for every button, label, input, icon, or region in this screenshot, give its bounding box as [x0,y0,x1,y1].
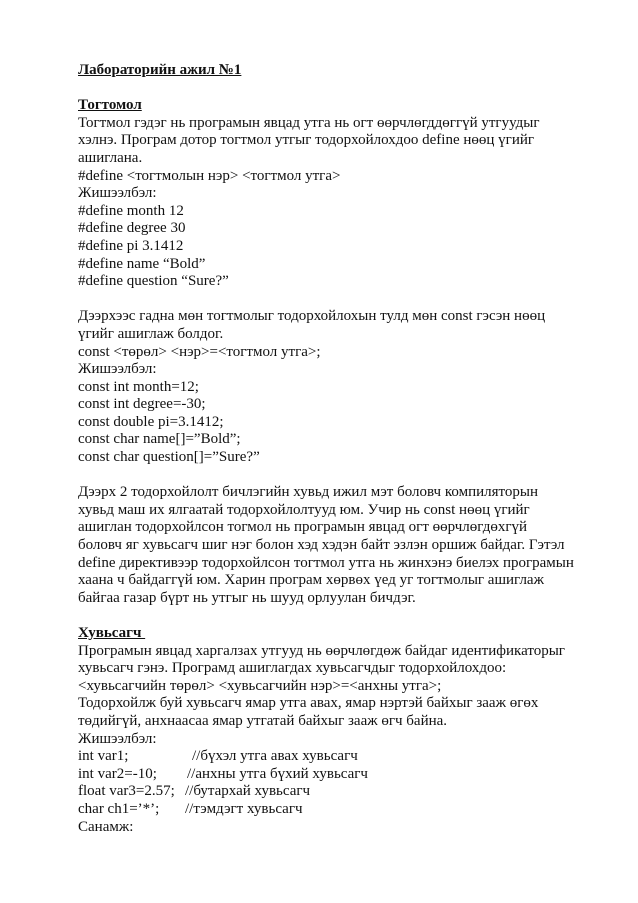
section-heading-constants: Тогтомол [78,97,142,114]
paragraph-line: хувьсагч гэнэ. Програмд ашиглагдах хувьсагчдыг тодорхойлохдоо: [78,660,507,677]
paragraph-line: хаана ч байдаггүй юм. Харин програм хөрвөх үед уг тогтмолыг ашиглаж [78,572,544,589]
const-syntax: const <төрөл> <нэр>=<тогтмол утга>; [78,343,321,360]
section-heading-variables: Хувьсагч [78,625,146,641]
define-examples [78,203,598,291]
code-line: #define name “Bold” [78,255,206,272]
variable-example-row [78,783,598,801]
code-line: #define month 12 [78,202,184,219]
code-line: #define pi 3.1412 [78,237,184,254]
code-comment: //анхны утга бүхий хувьсагч [187,765,368,782]
code-line: const int month=12; [78,378,199,395]
paragraph-line: хувьд маш их ялгаатай тодорхойлолтууд юм. Учир нь const нөөц үгийг [78,501,530,518]
document-page [78,62,598,836]
document-title: Лабораторийн ажил №1 [78,62,242,78]
summary-paragraph [78,484,598,607]
constants-intro [78,115,598,168]
code-line: #define question “Sure?” [78,273,229,290]
example-label: Жишээлбэл: [78,185,157,202]
code-text: int var1; [78,748,129,765]
paragraph-line: define директивээр тодорхойлсон тогтмол утга нь жинхэнэ биелэх програмын [78,554,574,571]
code-text: int var2=-10; [78,765,157,782]
paragraph-line: Дээрх 2 тодорхойлолт бичлэгийн хувьд ижил мэт боловч компиляторын [78,484,538,501]
paragraph-line: Програмын явцад харгалзах утгууд нь өөрчлөгдөж байдаг идентификаторыг [78,642,565,659]
paragraph-line: байгаа газар бүрт нь утгыг нь шууд орлуулан бичдэг. [78,589,416,606]
variable-examples [78,748,598,818]
code-line: const char question[]=”Sure?” [78,449,260,466]
code-line: const int degree=-30; [78,396,206,413]
variable-example-row [78,766,598,784]
code-line: const double pi=3.1412; [78,413,224,430]
code-line: #define degree 30 [78,220,186,237]
const-intro [78,308,598,343]
code-comment: //тэмдэгт хувьсагч [185,800,303,817]
variable-example-row [78,801,598,819]
paragraph-line: үгийг ашиглаж болдог. [78,325,224,342]
paragraph-line: төдийгүй, анхнаасаа ямар утгатай байхыг зааж өгч байна. [78,712,448,729]
paragraph-line: ашиглана. [78,149,143,166]
paragraph-line: Тодорхойлж буй хувьсагч ямар утга авах, ямар нэртэй байхыг зааж өгөх [78,695,539,712]
variable-syntax: <хувьсагчийн төрөл> <хувьсагчийн нэр>=<анхны утга>; [78,677,442,694]
variable-example-row [78,748,598,766]
paragraph-line: Тогтмол гэдэг нь програмын явцад утга нь огт өөрчлөгддөггүй утгуудыг [78,114,540,131]
define-syntax: #define <тогтмолын нэр> <тогтмол утга> [78,167,341,184]
code-text: float var3=2.57; [78,783,175,800]
code-comment: //бүхэл утга авах хувьсагч [192,748,358,765]
paragraph-line: ашиглан тодорхойлсон тогмол нь програмын явцад огт өөрчлөгдөхгүй [78,519,528,536]
code-line: const char name[]=”Bold”; [78,431,241,448]
code-comment: //бутархай хувьсагч [185,783,311,800]
example-label: Жишээлбэл: [78,361,157,378]
paragraph-line: Дээрхээс гадна мөн тогтмолыг тодорхойлохын тулд мөн const гэсэн нөөц [78,308,546,325]
variables-intro [78,643,598,678]
paragraph-line: хэлнэ. Програм дотор тогтмол утгыг тодорхойлохдоо define нөөц үгийг [78,132,535,149]
code-text: char ch1=’*’; [78,800,160,817]
variables-explain [78,695,598,730]
example-label: Жишээлбэл: [78,730,157,747]
note-label: Санамж: [78,818,134,835]
paragraph-line: боловч яг хувьсагч шиг нэг болон хэд хэдэн байт эзлэн оршиж байдаг. Гэтэл [78,537,565,554]
const-examples [78,379,598,467]
